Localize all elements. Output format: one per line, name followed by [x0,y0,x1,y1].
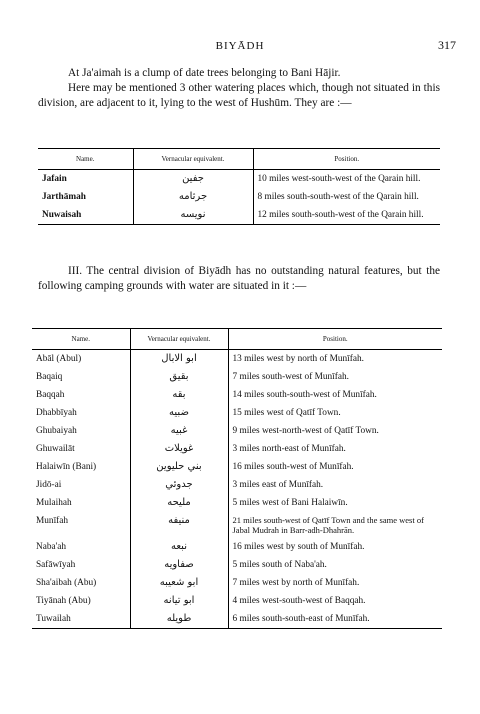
place-name: Jafain [38,170,133,189]
place-name: Dhabbīyah [32,404,130,422]
table-row [32,556,442,574]
place-name: Tiyānah (Abu) [32,592,130,610]
place-name: Tuwailah [32,610,130,629]
table-row [38,170,440,189]
vernacular-name: صفاويه [130,556,228,574]
vernacular-name: طويله [130,610,228,629]
place-name: Nuwaisah [38,206,133,225]
camping-grounds-table [32,328,442,629]
vernacular-name: جفين [133,170,253,189]
table-row [38,188,440,206]
table-row [32,404,442,422]
place-position: 16 miles south-west of Munīfah. [232,462,354,472]
place-name: Baqaiq [32,368,130,386]
col-header-name: Name. [32,329,130,350]
table-row [32,458,442,476]
place-position: 8 miles south-south-west of the Qarain hill. [257,192,419,202]
place-position: 14 miles south-south-west of Munīfah. [232,390,377,400]
place-position: 7 miles south-west of Munīfah. [232,372,349,382]
table-row [38,206,440,225]
place-name: Baqqah [32,386,130,404]
col-header-name: Name. [38,149,133,170]
vernacular-name: مليحه [130,494,228,512]
vernacular-name: جدوئي [130,476,228,494]
place-position: 16 miles west by south of Munīfah. [232,542,365,552]
place-name: Halaiwīn (Bani) [32,458,130,476]
watering-places-table [38,148,440,225]
table-row [32,368,442,386]
intro-text [38,66,440,111]
vernacular-name: نويسه [133,206,253,225]
place-position: 12 miles south-south-west of the Qarain hill. [257,210,424,220]
place-name: Jidō-ai [32,476,130,494]
col-header-position: Position. [334,155,360,163]
section-three-text: III. The central division of Biyādh has no outstanding natural features, but the following camping grounds with water are situated in it :— [38,265,440,292]
table-row [32,476,442,494]
table-row [32,538,442,556]
vernacular-name: غبيه [130,422,228,440]
place-name: Safāwīyah [32,556,130,574]
table-row [32,592,442,610]
table-row [32,610,442,629]
vernacular-name: بقه [130,386,228,404]
table-row [32,494,442,512]
table-row [32,386,442,404]
col-header-position: Position. [322,335,348,343]
section-three [38,264,440,294]
place-position: 21 miles south-west of Qatīf Town and the same west of Jabal Mudrah in Barr-adh-Dhahrān. [232,515,424,535]
col-header-vernacular: Vernacular equivalent. [133,149,253,170]
vernacular-name: ضبيه [130,404,228,422]
vernacular-name: غويلات [130,440,228,458]
place-name: Naba'ah [32,538,130,556]
place-name: Abāl (Abul) [32,350,130,369]
place-position: 3 miles north-east of Munīfah. [232,444,346,454]
table-row [32,512,442,538]
place-name: Ghubaiyah [32,422,130,440]
vernacular-name: منيفه [130,512,228,538]
place-position: 13 miles west by north of Munīfah. [232,354,364,364]
vernacular-name: ابو الابال [130,350,228,369]
intro-paragraph-1: At Ja'aimah is a clump of date trees belonging to Bani Hājir. [68,67,341,79]
vernacular-name: بقيق [130,368,228,386]
vernacular-name: جرثامه [133,188,253,206]
vernacular-name: ابو تيانه [130,592,228,610]
place-name: Mulaihah [32,494,130,512]
table-row [32,574,442,592]
place-name: Ghuwailāt [32,440,130,458]
place-position: 7 miles west by north of Munīfah. [232,578,360,588]
page-number: 317 [438,38,456,52]
place-position: 6 miles south-south-east of Munīfah. [232,614,370,624]
vernacular-name: نبعه [130,538,228,556]
vernacular-name: بني حليوين [130,458,228,476]
place-position: 9 miles west-north-west of Qatīf Town. [232,426,379,436]
table-row [32,422,442,440]
place-name: Munīfah [32,512,130,538]
place-name: Sha'aibah (Abu) [32,574,130,592]
place-position: 3 miles east of Munīfah. [232,480,324,490]
place-position: 10 miles west-south-west of the Qarain hill. [257,174,421,184]
place-position: 15 miles west of Qatīf Town. [232,408,341,418]
table-row [32,440,442,458]
place-position: 4 miles west-south-west of Baqqah. [232,596,366,606]
intro-paragraph-2: Here may be mentioned 3 other watering places which, though not situated in this division, are adjacent to it, lying to the west of Hushūm. They are :— [38,82,440,109]
place-name: Jarthāmah [38,188,133,206]
place-position: 5 miles south of Naba'ah. [232,560,327,570]
col-header-vernacular: Vernacular equivalent. [130,329,228,350]
table-row [32,350,442,369]
vernacular-name: ابو شعيبه [130,574,228,592]
place-position: 5 miles west of Bani Halaiwīn. [232,498,348,508]
running-header: BIYĀDH [215,40,265,52]
